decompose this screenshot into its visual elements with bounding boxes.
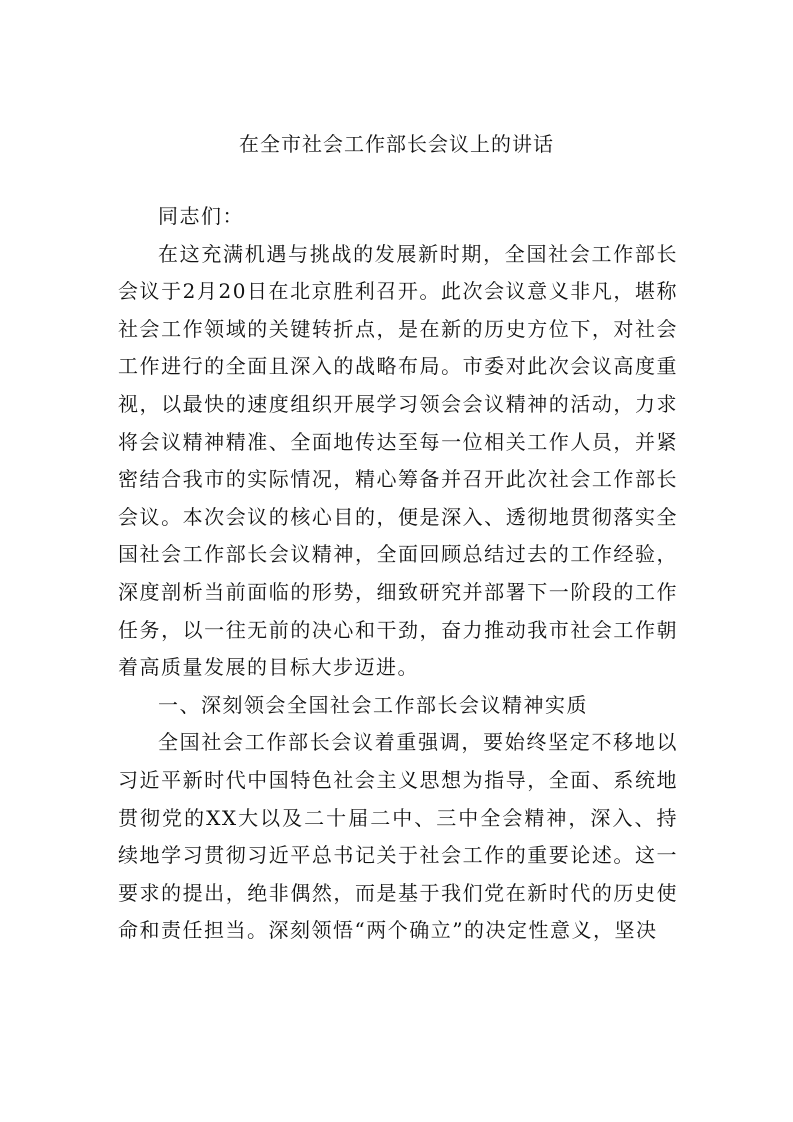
document-title: 在全市社会工作部长会议上的讲话 — [239, 132, 554, 156]
document-body — [118, 198, 678, 950]
body-paragraph: 全国社会工作部长会议着重强调，要始终坚定不移地以习近平新时代中国特色社会主义思想为指导，全面、系统地贯彻党的XX大以及二十届二中、三中全会精神，深入、持续地学习贯彻习近平总书记关于社会工作的重要论述。这一要求的提出，绝非偶然，而是基于我们党在新时代的历史使命和责任担当。深刻领悟“两个确立”的决定性意义，坚决 — [118, 730, 678, 943]
body-paragraph: 在这充满机遇与挑战的发展新时期，全国社会工作部长会议于2月20日在北京胜利召开。此次会议意义非凡，堪称社会工作领域的关键转折点，是在新的历史方位下，对社会工作进行的全面且深入的战略布局。市委对此次会议高度重视，以最快的速度组织开展学习领会会议精神的活动，力求将会议精神精准、全面地传达至每一位相关工作人员，并紧密结合我市的实际情况，精心筹备并召开此次社会工作部长会议。本次会议的核心目的，便是深入、透彻地贯彻落实全国社会工作部长会议精神，全面回顾总结过去的工作经验，深度剖析当前面临的形势，细致研究并部署下一阶段的工作任务，以一往无前的决心和干劲，奋力推动我市社会工作朝着高质量发展的目标大步迈进。 — [118, 241, 678, 680]
salutation: 同志们： — [158, 204, 244, 228]
section-heading: 一、深刻领会全国社会工作部长会议精神实质 — [158, 692, 588, 717]
